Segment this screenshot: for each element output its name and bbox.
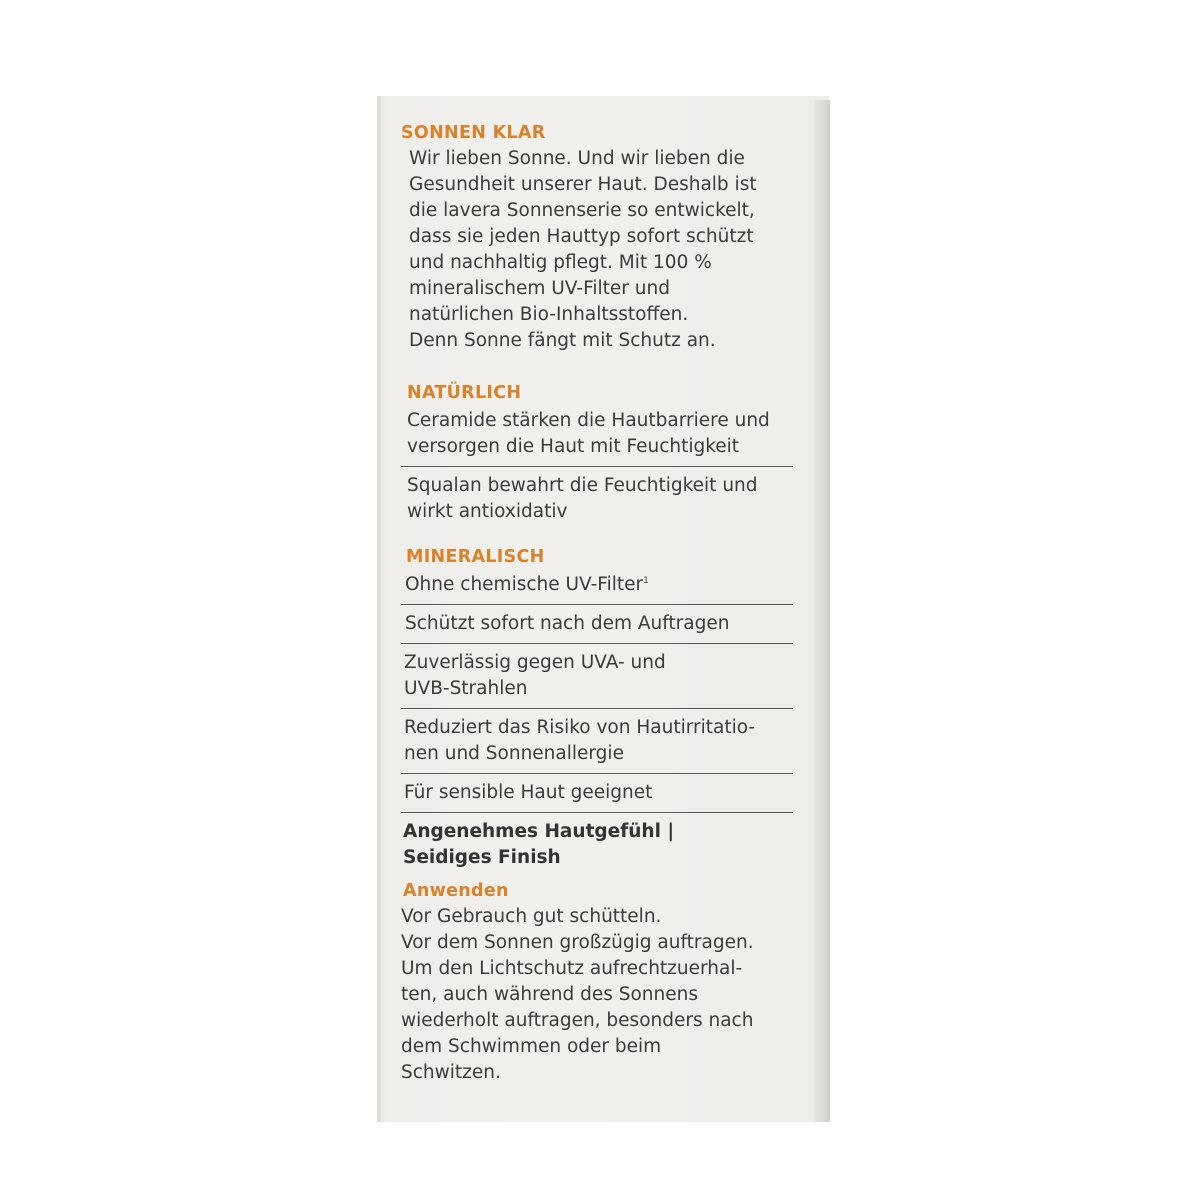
list-item: Reduziert das Risiko von Hautirritatio- nen und Sonnenallergie (401, 709, 793, 774)
list-item: Zuverlässig gegen UVA- und UVB-Strahlen (401, 644, 793, 709)
section-anwenden (401, 878, 793, 1086)
section-natuerlich (401, 380, 793, 531)
paragraph-sonnen-klar: Wir lieben Sonne. Und wir lieben die Gesundheit unserer Haut. Deshalb ist die lavera Sonnenserie so entwickelt, dass sie jeden Hauttyp sofort schützt und nachhaltig pflegt. Mit 100 % mineralischem UV-Filter und natürlichen Bio-Inhaltsstoffen. Denn Sonne fängt mit Schutz an. (409, 148, 757, 351)
footnote-marker: 1 (643, 575, 649, 586)
paragraph-anwenden: Vor Gebrauch gut schütteln. Vor dem Sonnen großzügig auftragen. Um den Lichtschutz aufrechtzuerhal- ten, auch während des Sonnens wiederholt auftragen, besonders nach dem Schwimmen oder beim Schwitzen. (401, 906, 754, 1083)
list-item-text: Ohne chemische UV-Filter (405, 574, 644, 595)
heading-mineralisch: MINERALISCH (406, 547, 545, 567)
heading-sonnen-klar: SONNEN KLAR (401, 123, 546, 143)
list-item: Squalan bewahrt die Feuchtigkeit und wirkt antioxidativ (407, 475, 758, 522)
list-item (401, 570, 793, 605)
box-right-edge (814, 100, 830, 1122)
heading-natuerlich: NATÜRLICH (407, 383, 522, 403)
list-item: Schützt sofort nach dem Auftragen (401, 605, 793, 644)
list-item: Ceramide stärken die Hautbarriere und versorgen die Haut mit Feuchtigkeit (401, 406, 793, 467)
box-left-edge (377, 96, 381, 1122)
heading-anwenden: Anwenden (403, 881, 509, 901)
section-sonnen-klar (401, 120, 793, 354)
list-item: Für sensible Haut geeignet (401, 774, 793, 813)
section-mineralisch (401, 544, 793, 877)
list-item-bold: Angenehmes Hautgefühl | Seidiges Finish (403, 821, 675, 868)
